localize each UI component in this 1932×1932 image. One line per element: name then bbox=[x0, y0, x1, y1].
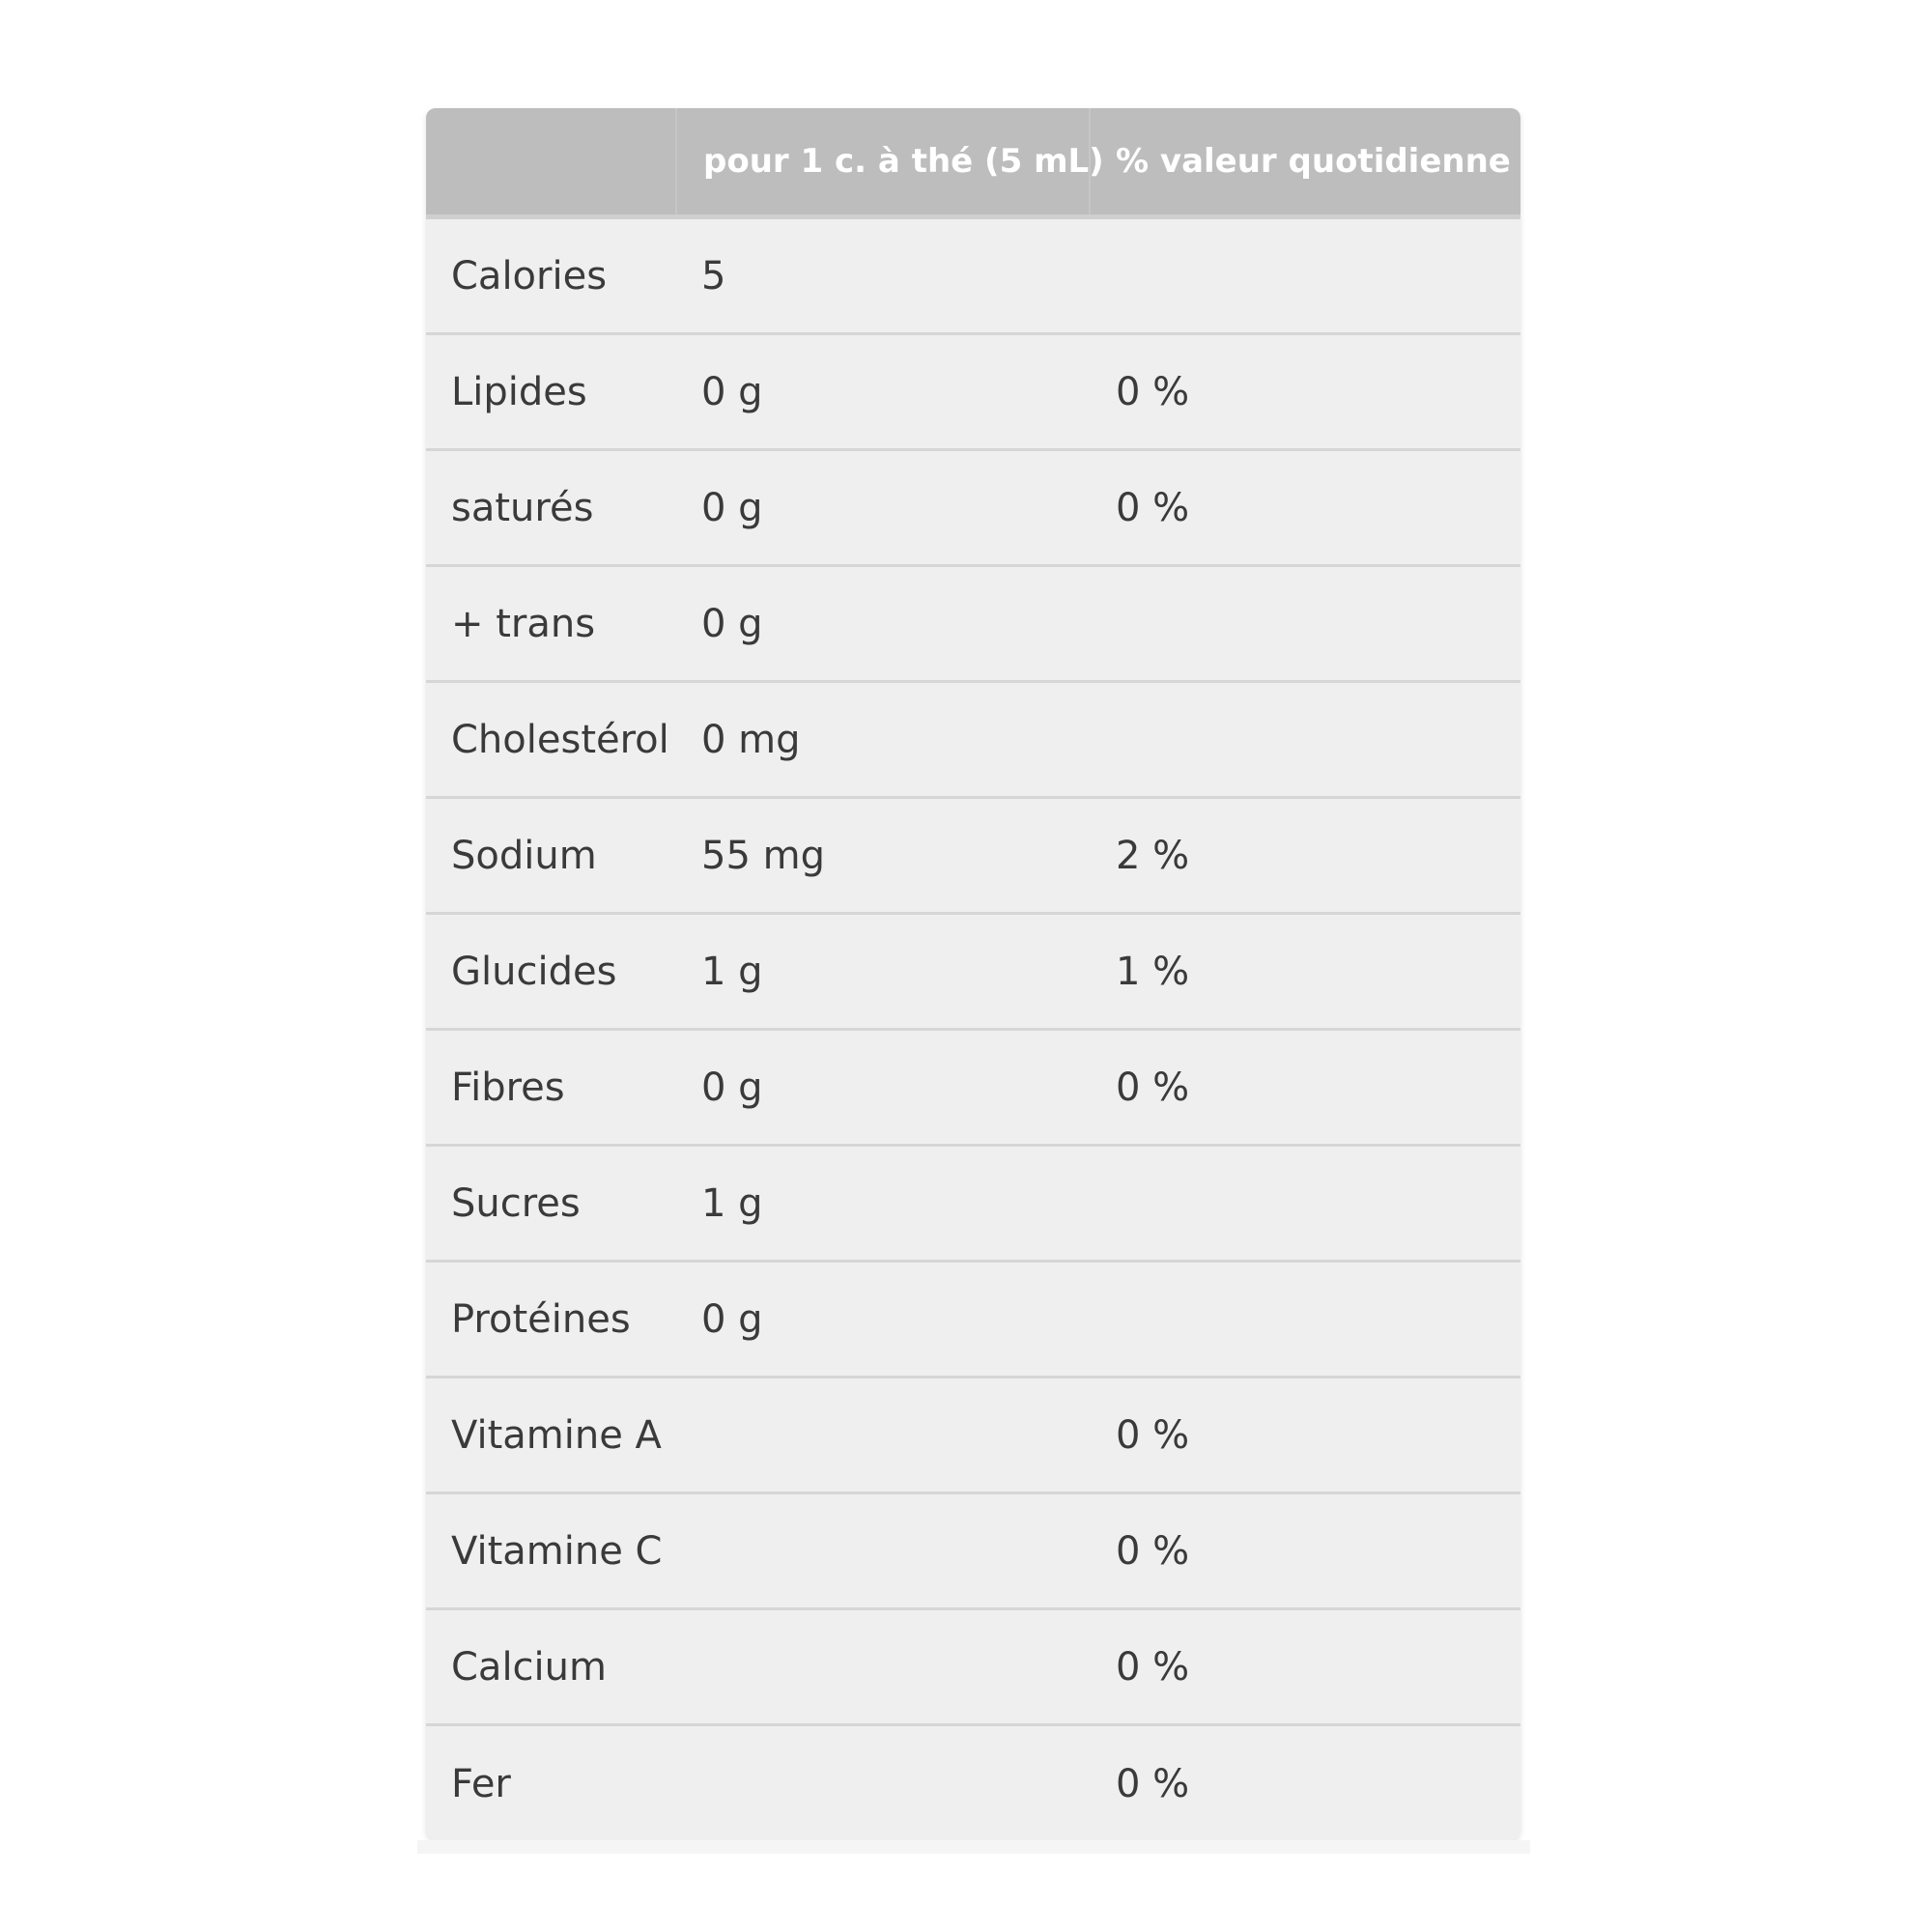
row-amount: 0 mg bbox=[701, 717, 801, 762]
table-row bbox=[426, 1378, 1520, 1494]
table-body bbox=[426, 219, 1520, 1840]
row-daily-value: 0 % bbox=[1116, 1528, 1190, 1574]
row-label: + trans bbox=[451, 601, 596, 646]
row-label: Calories bbox=[451, 253, 608, 298]
table-row bbox=[426, 567, 1520, 683]
table-header bbox=[426, 108, 1520, 219]
row-label: saturés bbox=[451, 485, 594, 530]
table-row bbox=[426, 1147, 1520, 1263]
row-amount: 0 g bbox=[701, 1065, 763, 1110]
header-label-cell bbox=[426, 108, 675, 214]
table-row bbox=[426, 219, 1520, 335]
row-label: Vitamine A bbox=[451, 1412, 662, 1458]
row-label: Cholestérol bbox=[451, 717, 669, 762]
row-label: Sucres bbox=[451, 1180, 581, 1226]
table-row bbox=[426, 1263, 1520, 1378]
table-row bbox=[426, 915, 1520, 1031]
row-amount: 0 g bbox=[701, 485, 763, 530]
table-row bbox=[426, 799, 1520, 915]
header-daily-value-cell: % valeur quotidienne bbox=[1116, 142, 1511, 181]
row-daily-value: 1 % bbox=[1116, 949, 1190, 994]
table-row bbox=[426, 451, 1520, 567]
table-row bbox=[426, 683, 1520, 799]
table-shadow bbox=[417, 1840, 1530, 1854]
row-daily-value: 0 % bbox=[1116, 485, 1190, 530]
row-daily-value: 2 % bbox=[1116, 833, 1190, 878]
row-amount: 0 g bbox=[701, 1296, 763, 1342]
row-label: Sodium bbox=[451, 833, 597, 878]
header-amount-cell: pour 1 c. à thé (5 mL) bbox=[675, 108, 1091, 214]
table-row bbox=[426, 1726, 1520, 1840]
row-label: Fer bbox=[451, 1762, 511, 1806]
row-amount: 55 mg bbox=[701, 833, 825, 878]
row-label: Glucides bbox=[451, 949, 617, 994]
row-amount: 0 g bbox=[701, 601, 763, 646]
row-label: Protéines bbox=[451, 1296, 631, 1342]
row-label: Calcium bbox=[451, 1644, 607, 1690]
table-row bbox=[426, 335, 1520, 451]
row-daily-value: 0 % bbox=[1116, 1762, 1190, 1806]
row-daily-value: 0 % bbox=[1116, 1065, 1190, 1110]
row-amount: 1 g bbox=[701, 949, 763, 994]
table-row bbox=[426, 1494, 1520, 1610]
row-amount: 0 g bbox=[701, 369, 763, 414]
row-daily-value: 0 % bbox=[1116, 369, 1190, 414]
row-label: Lipides bbox=[451, 369, 587, 414]
row-daily-value: 0 % bbox=[1116, 1644, 1190, 1690]
row-label: Fibres bbox=[451, 1065, 565, 1110]
table-row bbox=[426, 1610, 1520, 1726]
row-daily-value: 0 % bbox=[1116, 1412, 1190, 1458]
row-amount: 1 g bbox=[701, 1180, 763, 1226]
row-label: Vitamine C bbox=[451, 1528, 663, 1574]
row-amount: 5 bbox=[701, 253, 726, 298]
nutrition-table bbox=[426, 108, 1520, 1840]
table-row bbox=[426, 1031, 1520, 1147]
